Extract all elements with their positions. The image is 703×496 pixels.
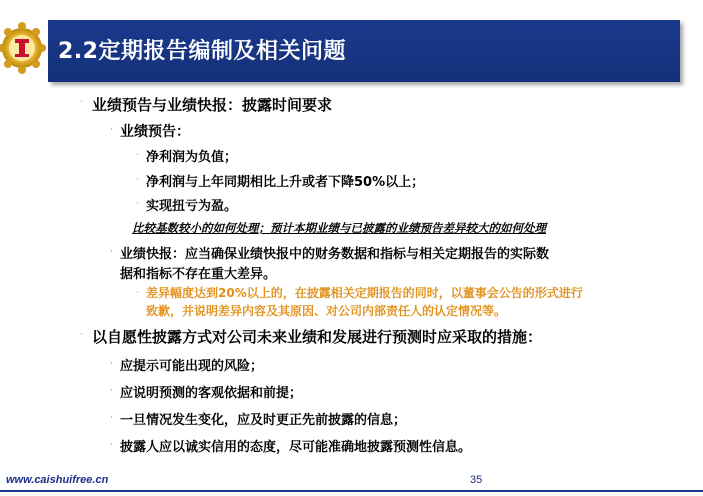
bullet-marker: · bbox=[136, 199, 139, 209]
bullet-net-profit-negative: 净利润为负值； bbox=[146, 150, 238, 165]
bullet-risk-warning: 应提示可能出现的风险； bbox=[120, 359, 264, 374]
slide-title: 2.2定期报告编制及相关问题 bbox=[58, 39, 346, 64]
note-comparison: 比较基数较小的如何处理；预计本期业绩与已披露的业绩预告差异较大的如何处理 bbox=[132, 221, 546, 235]
bullet-basis: 应说明预测的客观依据和前提； bbox=[120, 386, 303, 401]
bullet-marker: · bbox=[110, 440, 113, 450]
footer-divider bbox=[0, 490, 703, 492]
logo-icon bbox=[0, 18, 46, 78]
bullet-earnings-preview-express: 业绩预告与业绩快报：披露时间要求 bbox=[92, 96, 333, 114]
bullet-net-profit-change: 净利润与上年同期相比上升或者下降50%以上； bbox=[146, 175, 425, 190]
bullet-marker: · bbox=[80, 97, 83, 107]
bullet-good-faith: 披露人应以诚实信用的态度，尽可能准确地披露预测性信息。 bbox=[120, 440, 472, 455]
bullet-deviation-line2: 致歉，并说明差异内容及其原因、对公司内部责任人的认定情况等。 bbox=[146, 304, 507, 318]
bullet-marker: · bbox=[110, 247, 113, 257]
bullet-earnings-preview: 业绩预告： bbox=[120, 124, 190, 140]
bullet-marker: · bbox=[110, 125, 113, 135]
title-bar bbox=[48, 20, 680, 82]
bullet-deviation-line1: 差异幅度达到20%以上的，在披露相关定期报告的同时，以董事会公告的形式进行 bbox=[146, 286, 583, 300]
page-number: 35 bbox=[470, 474, 483, 486]
bullet-voluntary-disclosure: 以自愿性披露方式对公司未来业绩和发展进行预测时应采取的措施： bbox=[92, 328, 543, 346]
bullet-marker: · bbox=[136, 175, 139, 185]
footer-url[interactable]: www.caishuifree.cn bbox=[6, 474, 109, 486]
bullet-turnaround: 实现扭亏为盈。 bbox=[146, 199, 238, 214]
bullet-marker: · bbox=[110, 359, 113, 369]
bullet-marker: · bbox=[110, 386, 113, 396]
bullet-marker: · bbox=[110, 413, 113, 423]
bullet-correction: 一旦情况发生变化，应及时更正先前披露的信息； bbox=[120, 413, 407, 428]
bullet-marker: · bbox=[136, 150, 139, 160]
bullet-express-line2: 据和指标不存在重大差异。 bbox=[120, 267, 277, 282]
bullet-marker: · bbox=[80, 330, 83, 340]
bullet-marker: · bbox=[136, 288, 139, 298]
bullet-express-line1: 业绩快报：应当确保业绩快报中的财务数据和指标与相关定期报告的实际数 bbox=[120, 247, 550, 262]
